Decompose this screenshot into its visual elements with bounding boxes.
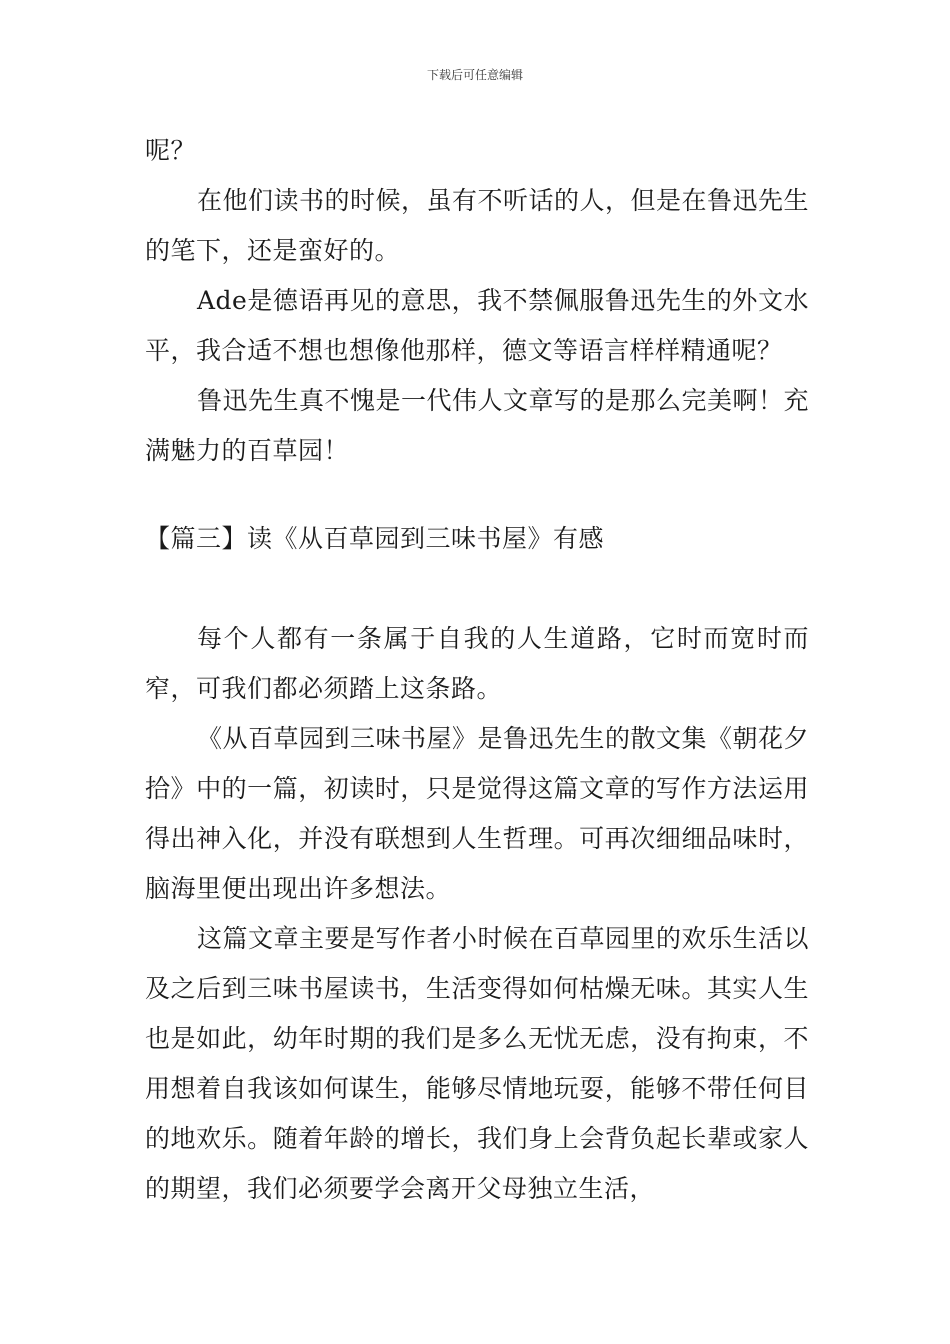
paragraph: 这篇文章主要是写作者小时候在百草园里的欢乐生活以及之后到三味书屋读书，生活变得如何枯燥无味。其实人生也是如此，幼年时期的我们是多么无忧无虑，没有拘束，不用想着自我该如何谋生，能够尽情地玩耍，能够不带任何目的地欢乐。随着年龄的增长，我们身上会背负起长辈或家人的期望，我们必须要学会离开父母独立生活， <box>145 924 810 1203</box>
section-title: 【篇三】读《从百草园到三味书屋》有感 <box>145 524 605 553</box>
paragraph-continuation: 呢？ <box>145 136 197 165</box>
paragraph: Ade是德语再见的意思，我不禁佩服鲁迅先生的外文水平，我合适不想也想像他那样，德文等语言样样精通呢？ <box>145 286 809 365</box>
paragraph: 在他们读书的时候，虽有不听话的人，但是在鲁迅先生的笔下，还是蛮好的。 <box>145 186 810 265</box>
page-header: 下载后可任意编辑 <box>426 68 523 82</box>
paragraph: 《从百草园到三味书屋》是鲁迅先生的散文集《朝花夕拾》中的一篇，初读时，只是觉得这篇文章的写作方法运用得出神入化，并没有联想到人生哲理。可再次细细品味时，脑海里便出现出许多想法。 <box>145 724 810 903</box>
document-body <box>145 126 809 1214</box>
paragraph: 鲁迅先生真不愧是一代伟人文章写的是那么完美啊！充满魅力的百草园！ <box>145 386 810 465</box>
paragraph: 每个人都有一条属于自我的人生道路，它时而宽时而窄，可我们都必须踏上这条路。 <box>145 624 809 703</box>
